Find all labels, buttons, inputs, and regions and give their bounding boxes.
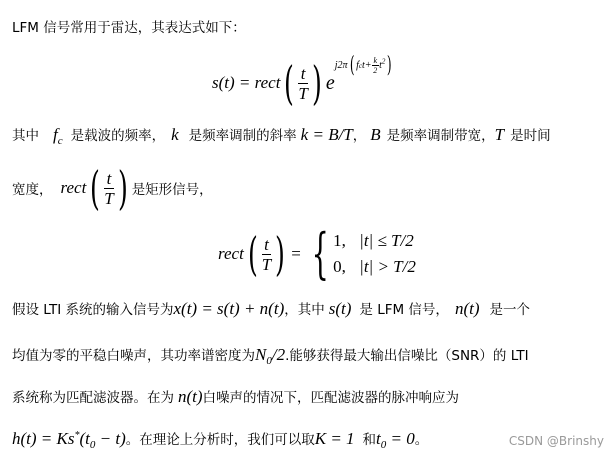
B-symbol: B (370, 125, 381, 144)
para-l1-text-a: 假设 LTI 系统的输入信号为 (12, 302, 174, 318)
line1-text-c: 是频率调制的斜率 (188, 128, 297, 144)
eq1-exp-t2: t (379, 59, 382, 71)
fc-symbol: $f_c$ (53, 125, 63, 147)
para-l4-text-a: 。在理论上分析时，我们可以取 (125, 432, 315, 448)
line1-text-a: 其中 (12, 128, 39, 144)
eq2-rect: rect (218, 244, 244, 263)
eq1-right-paren: ) (311, 56, 322, 110)
eq1-left-paren: ( (284, 56, 295, 110)
eq1-fraction (298, 64, 307, 103)
line2-denominator: T (104, 188, 114, 208)
eq2-rparen: ) (275, 227, 286, 281)
eq1-exp-num: k (373, 55, 378, 65)
eq2-denominator: T (261, 254, 272, 274)
eq1-exp-t2sup: 2 (381, 56, 386, 65)
para-l4-text-b: 和 (362, 432, 377, 448)
eq2-brace: { (311, 222, 329, 285)
para-l3-text-b: 白噪声的情况下，匹配滤波器的脉冲响应为 (202, 390, 460, 406)
line2-text-b: 是矩形信号， (131, 182, 213, 198)
kbt-formula: k = B/T (300, 125, 353, 144)
line1-text-f: 是时间 (510, 128, 551, 144)
eq2-case1-condition: |t| ≤ T/2 (359, 231, 414, 250)
eq2-case1-value: 1, (333, 231, 346, 250)
eq1-lhs: s(t) = rect (212, 73, 281, 92)
eq2-numerator: t (262, 235, 271, 255)
eq1-exp-lparen: ( (349, 52, 355, 78)
eq2-cases (333, 228, 416, 280)
para-l1-text-d: 是一个 (489, 302, 530, 318)
eq1-exp-f: f (356, 59, 359, 71)
eq2-case-1 (333, 228, 416, 254)
xt-formula: x(t) = s(t) + n(t) (173, 299, 285, 318)
eq1-exp-den: 2 (373, 65, 378, 75)
eq2-lparen: ( (247, 227, 258, 281)
para-l1-text-c: 是 LFM 信号， (359, 302, 449, 318)
eq1-numerator: t (298, 64, 307, 84)
eq2-case2-condition: |t| > T/2 (359, 257, 416, 276)
impulse-response-formula: $h(t) = Ks^*(t_0 - t)$ (12, 429, 126, 451)
line2-text-a: 宽度， (12, 182, 53, 198)
line2-rect: rect (60, 178, 87, 197)
n0-symbol: $N_0$ (255, 345, 272, 367)
line1-text-b: 是载波的频率， (70, 128, 166, 144)
k-equals-one: K = 1 (314, 429, 355, 448)
eq2-fraction (262, 235, 271, 274)
eq1-exp-fsub: c (358, 61, 362, 70)
eq2-case2-value: 0, (333, 257, 346, 276)
eq1-exponent (335, 53, 394, 78)
para-l4-text-c: 。 (414, 432, 429, 448)
para-l1-text-b: ，其中 (284, 302, 325, 318)
line1-text-d: ， (352, 128, 367, 144)
eq1-denominator: T (298, 83, 308, 103)
t0-equals-zero: $t_0 = 0$ (376, 429, 415, 451)
eq2-case-2 (333, 254, 416, 280)
para-line-3 (12, 386, 459, 407)
nt-symbol: n(t) (454, 299, 480, 318)
eq2-equals: = (291, 244, 301, 263)
watermark: CSDN @Brinshy (508, 434, 604, 448)
line2-fraction (104, 169, 113, 208)
line2-numerator: t (104, 169, 113, 189)
para-l2-text-a: 均值为零的平稳白噪声，其功率谱密度为 (12, 348, 255, 364)
eq1-exp-prefix: j2π (334, 59, 348, 71)
para-l2-text-b: .能够获得最大输出信噪比（SNR）的 LTI (285, 348, 529, 364)
st-symbol: s(t) (328, 299, 352, 318)
eq1-e: e (325, 71, 335, 94)
rect-equation (218, 222, 416, 285)
definition-line-1 (12, 124, 551, 147)
definition-line-2 (12, 161, 213, 215)
line2-rparen: ) (117, 161, 128, 215)
para-line-2 (12, 344, 529, 367)
eq1-exp-t: t+ (361, 59, 372, 71)
para-l3-text-a: 系统称为匹配滤波器。在为 (12, 390, 174, 406)
eq1-exp-frac (372, 56, 380, 75)
para-line-4 (12, 428, 428, 451)
k-symbol: k (171, 125, 179, 144)
line2-lparen: ( (90, 161, 101, 215)
eq1-exp-rparen: ) (387, 52, 393, 78)
nt-symbol-2: n(t) (178, 387, 203, 406)
lfm-equation (212, 52, 394, 110)
line1-text-e: 是频率调制带宽， (386, 128, 495, 144)
T-symbol: T (494, 125, 505, 144)
n0-divisor: /2 (271, 345, 286, 364)
intro-text: LFM 信号常用于雷达，其表达式如下： (12, 20, 246, 36)
para-line-1 (12, 298, 530, 319)
